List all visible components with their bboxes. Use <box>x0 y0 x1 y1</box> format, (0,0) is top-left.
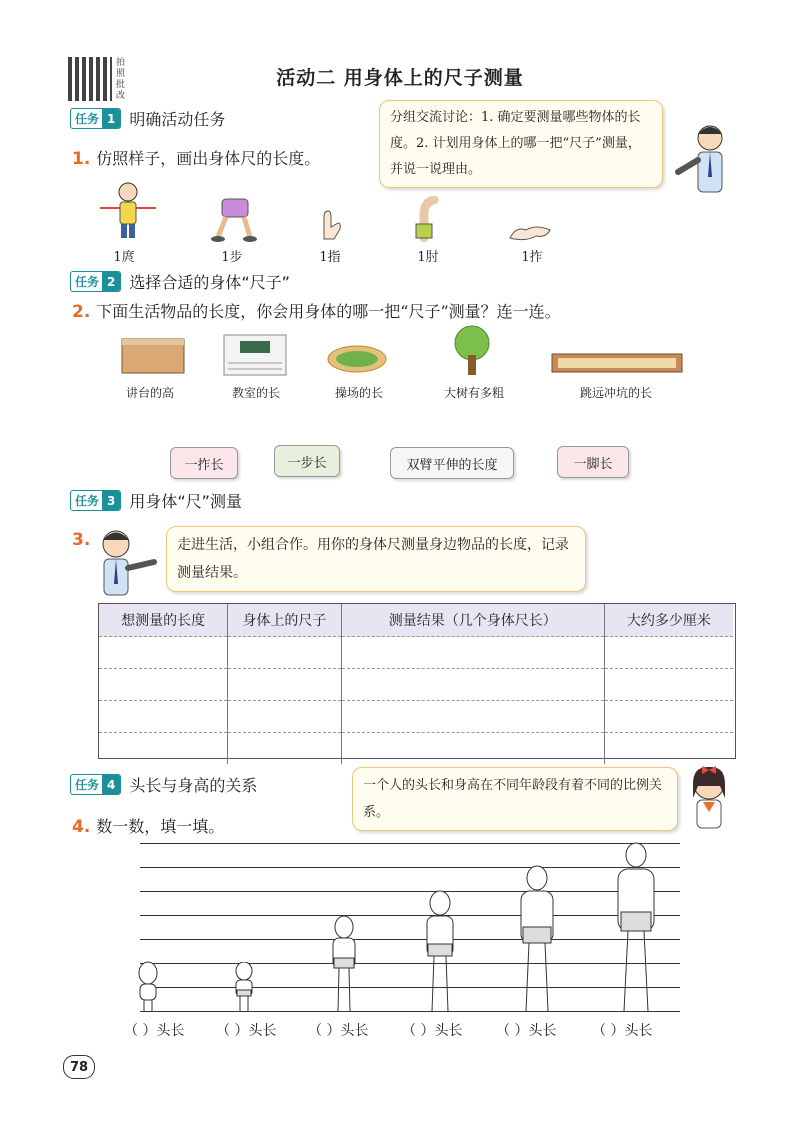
q2: 2. 下面生活物品的长度，你会用身体的哪一把“尺子”测量？连一连。 <box>72 302 561 322</box>
table-row <box>99 669 733 701</box>
answer-blank[interactable]: （ ）头长 <box>308 1023 369 1039</box>
option-handspan[interactable]: 一拃长 <box>170 447 238 479</box>
playground-icon <box>326 344 388 374</box>
task-tag: 任务 2 <box>70 271 121 292</box>
table-row <box>99 637 733 669</box>
task1-header <box>70 107 225 130</box>
answer-blank[interactable]: （ ）头长 <box>216 1023 277 1039</box>
table-header: 测量结果（几个身体尺长） <box>341 604 604 637</box>
teacher-pointing-illustration <box>92 528 162 598</box>
grid-line <box>140 867 680 868</box>
page-number: 78 <box>63 1055 95 1079</box>
figure-youth <box>416 890 464 1012</box>
grid-line <box>140 843 680 844</box>
figure-toddler <box>226 962 262 1012</box>
task1-bubble: 分组交流讨论：1. 确定要测量哪些物体的长度。2. 计划用身体上的哪一把“尺子”测量，并说一说理由。 <box>379 100 663 188</box>
option-foot[interactable]: 一脚长 <box>557 446 629 478</box>
unit-label: 1庹 <box>113 250 135 265</box>
q4: 4. 数一数，填一填。 <box>72 817 225 837</box>
handspan-icon <box>506 220 556 244</box>
table-row <box>99 701 733 733</box>
q3-number: 3. <box>72 530 91 550</box>
answer-blank[interactable]: （ ）头长 <box>402 1023 463 1039</box>
answer-blank[interactable]: （ ）头长 <box>124 1023 185 1039</box>
grid-line <box>140 939 680 940</box>
item-label: 操场的长 <box>334 386 383 400</box>
task4-header <box>70 773 257 796</box>
classroom-icon <box>222 333 288 377</box>
podium-icon <box>118 333 188 377</box>
qr-caption: 拍照批改 <box>116 58 126 101</box>
grid-line <box>140 891 680 892</box>
unit-label: 1步 <box>221 250 243 265</box>
grid-line <box>140 987 680 988</box>
task-tag: 任务 1 <box>70 108 121 129</box>
elbow-icon <box>410 196 446 242</box>
grid-line <box>140 915 680 916</box>
grid-line <box>140 963 680 964</box>
figure-infant <box>130 960 166 1012</box>
task3-bubble: 走进生活，小组合作。用你的身体尺测量身边物品的长度，记录测量结果。 <box>166 526 586 592</box>
answer-blank[interactable]: （ ）头长 <box>592 1023 653 1039</box>
tree-icon <box>450 325 494 377</box>
option-step[interactable]: 一步长 <box>274 445 340 477</box>
figure-child <box>324 916 364 1012</box>
task2-header <box>70 270 290 293</box>
unit-label: 1拃 <box>521 250 543 265</box>
record-table <box>99 604 733 764</box>
item-label: 讲台的高 <box>125 386 174 400</box>
page-title: 活动二 用身体上的尺子测量 <box>276 67 524 89</box>
item-label: 大树有多粗 <box>443 386 504 400</box>
task4-title: 头长与身高的关系 <box>129 776 258 795</box>
item-label: 教室的长 <box>231 386 280 400</box>
figure-teen <box>508 865 566 1012</box>
unit-label: 1指 <box>319 250 341 265</box>
item-label: 跳远冲坑的长 <box>579 386 652 400</box>
q1: 1. 仿照样子，画出身体尺的长度。 <box>72 149 321 169</box>
task4-bubble: 一个人的头长和身高在不同年龄段有着不同的比例关系。 <box>352 767 678 831</box>
task3-title: 用身体“尺”测量 <box>129 492 242 511</box>
step-legs-icon <box>210 195 260 245</box>
unit-label: 1肘 <box>417 250 439 265</box>
table-row <box>99 733 733 765</box>
grid-line <box>140 1011 680 1012</box>
finger-icon <box>316 207 344 241</box>
girl-illustration <box>684 762 734 832</box>
table-header: 身体上的尺子 <box>228 604 341 637</box>
task3-header <box>70 489 242 512</box>
teacher-illustration <box>672 122 732 197</box>
table-header: 想测量的长度 <box>99 604 228 637</box>
answer-blank[interactable]: （ ）头长 <box>496 1023 557 1039</box>
task-tag: 任务 3 <box>70 490 121 511</box>
task1-title: 明确活动任务 <box>129 110 226 129</box>
span-arms-icon <box>98 180 158 242</box>
task-tag: 任务 4 <box>70 774 121 795</box>
task2-title: 选择合适的身体“尺子” <box>129 273 290 292</box>
table-header: 大约多少厘米 <box>604 604 733 637</box>
figure-adult <box>604 842 668 1012</box>
option-arm-span[interactable]: 双臂平伸的长度 <box>390 447 514 479</box>
sandpit-icon <box>550 350 684 376</box>
